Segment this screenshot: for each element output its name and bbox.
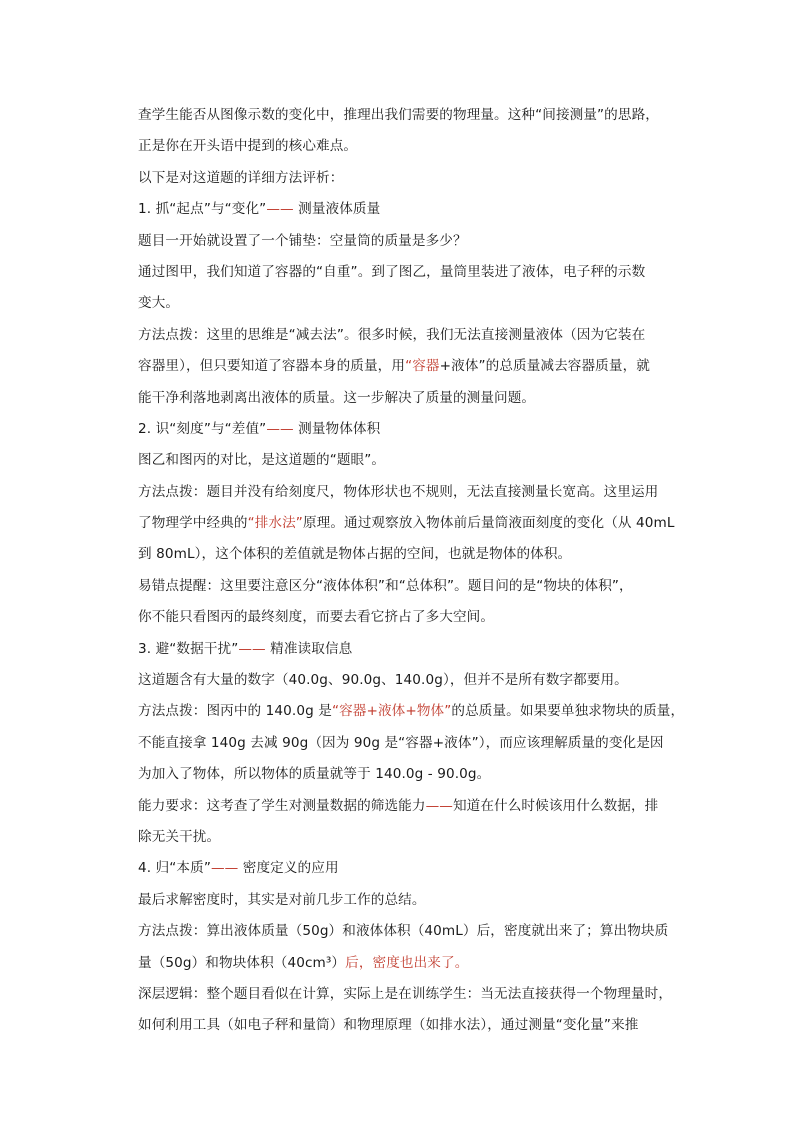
text-segment: 原理。通过观察放入物体前后量筒液面刻度的变化（从 40mL (302, 515, 675, 532)
text-segment: 通过图甲，我们知道了容器的“自重”。到了图乙，量筒里装进了液体，电子秤的示数 (138, 263, 646, 280)
text-segment: 易错点提醒：这里要注意区分“液体体积”和“总体积”。题目问的是“物块的体积”， (138, 577, 633, 594)
text-line (138, 885, 686, 916)
text-segment: 如何利用工具（如电子秤和量筒）和物理原理（如排水法），通过测量“变化量”来推 (138, 1017, 639, 1034)
text-segment: 密度定义的应用 (238, 860, 339, 877)
text-segment: 方法点拨：算出液体质量（50g）和液体体积（40mL）后，密度就出来了；算出物块质 (138, 923, 669, 940)
text-segment: 的总质量。如果要单独求物块的质量， (451, 703, 685, 720)
text-line (138, 728, 686, 759)
text-segment: 为加入了物体，所以物体的质量就等于 140.0g - 90.0g。 (138, 766, 491, 783)
text-line (138, 1010, 686, 1041)
text-line (138, 288, 686, 319)
text-line (138, 853, 686, 884)
highlighted-text: —— (266, 420, 294, 437)
text-line (138, 351, 686, 382)
text-segment: 到 80mL），这个体积的差值就是物体占据的空间，也就是物体的体积。 (138, 546, 572, 563)
text-segment: 方法点拨：题目并没有给刻度尺，物体形状也不规则，无法直接测量长宽高。这里运用 (138, 483, 659, 500)
text-line (138, 571, 686, 602)
text-line (138, 226, 686, 257)
text-segment: 测量液体质量 (293, 201, 381, 218)
text-segment: 这道题含有大量的数字（40.0g、90.0g、140.0g），但并不是所有数字都要用。 (138, 672, 628, 689)
text-segment: 方法点拨：图丙中的 140.0g 是 (138, 703, 332, 720)
text-segment: 精准读取信息 (265, 640, 353, 657)
text-segment: 以下是对这道题的详细方法评析： (138, 169, 344, 186)
text-segment: 3. 避“数据干扰” (138, 640, 239, 657)
text-line (138, 477, 686, 508)
text-segment: 能干净利落地剥离出液体的质量。这一步解决了质量的测量问题。 (138, 389, 536, 406)
text-line (138, 100, 686, 131)
highlighted-text: —— (238, 640, 266, 657)
text-segment: 最后求解密度时，其实是对前几步工作的总结。 (138, 891, 426, 908)
highlighted-text: 后，密度也出来了。 (345, 954, 469, 971)
text-line (138, 979, 686, 1010)
text-line (138, 131, 686, 162)
text-line (138, 257, 686, 288)
highlighted-text: “容器+液体+物体” (331, 703, 452, 720)
text-line (138, 696, 686, 727)
text-line (138, 822, 686, 853)
text-segment: 图乙和图丙的对比，是这道题的“题眼”。 (138, 452, 386, 469)
text-segment: 不能直接拿 140g 去减 90g（因为 90g 是“容器+液体”），而应该理解质量的变化是因 (138, 734, 664, 751)
highlighted-text: “容器 (405, 358, 440, 375)
text-segment: 你不能只看图丙的最终刻度，而要去看它挤占了多大空间。 (138, 609, 495, 626)
text-segment: 变大。 (138, 295, 180, 312)
text-line (138, 665, 686, 696)
text-line (138, 163, 686, 194)
text-line (138, 634, 686, 665)
text-segment: 查学生能否从图像示数的变化中，推理出我们需要的物理量。这种“间接测量”的思路， (138, 107, 659, 123)
text-segment: 知道在什么时候该用什么数据，排 (452, 797, 659, 814)
highlighted-text: “排水法” (247, 515, 303, 532)
text-line (138, 791, 686, 822)
text-line (138, 948, 686, 979)
text-segment: 深层逻辑：整个题目看似在计算，实际上是在训练学生：当无法直接获得一个物理量时， (138, 985, 673, 1002)
highlighted-text: —— (266, 201, 294, 218)
text-line (138, 320, 686, 351)
text-line (138, 414, 686, 445)
text-segment: 除无关干扰。 (138, 828, 221, 845)
text-segment: 题目一开始就设置了一个铺垫：空量筒的质量是多少？ (138, 232, 467, 249)
text-line (138, 916, 686, 947)
text-segment: +液体”的总质量减去容器质量，就 (439, 358, 650, 375)
text-segment: 4. 归“本质” (138, 860, 211, 877)
text-segment: 方法点拨：这里的思维是“减去法”。很多时候，我们无法直接测量液体（因为它装在 (138, 326, 646, 343)
text-line (138, 508, 686, 539)
text-line (138, 759, 686, 790)
document-body (138, 100, 686, 1042)
text-segment: 1. 抓“起点”与“变化” (138, 201, 267, 218)
text-segment: 2. 识“刻度”与“差值” (138, 420, 267, 437)
text-line (138, 602, 686, 633)
text-line (138, 539, 686, 570)
text-segment: 测量物体体积 (293, 420, 381, 437)
text-line (138, 194, 686, 225)
text-line (138, 383, 686, 414)
highlighted-text: —— (210, 860, 239, 877)
highlighted-text: —— (425, 797, 453, 814)
text-segment: 正是你在开头语中提到的核心难点。 (138, 138, 358, 155)
text-segment: 了物理学中经典的 (138, 515, 248, 532)
text-segment: 能力要求：这考查了学生对测量数据的筛选能力 (138, 797, 426, 814)
text-line (138, 445, 686, 476)
text-segment: 容器里），但只要知道了容器本身的质量，用 (138, 358, 406, 375)
text-segment: 量（50g）和物块体积（40cm³） (138, 954, 346, 971)
